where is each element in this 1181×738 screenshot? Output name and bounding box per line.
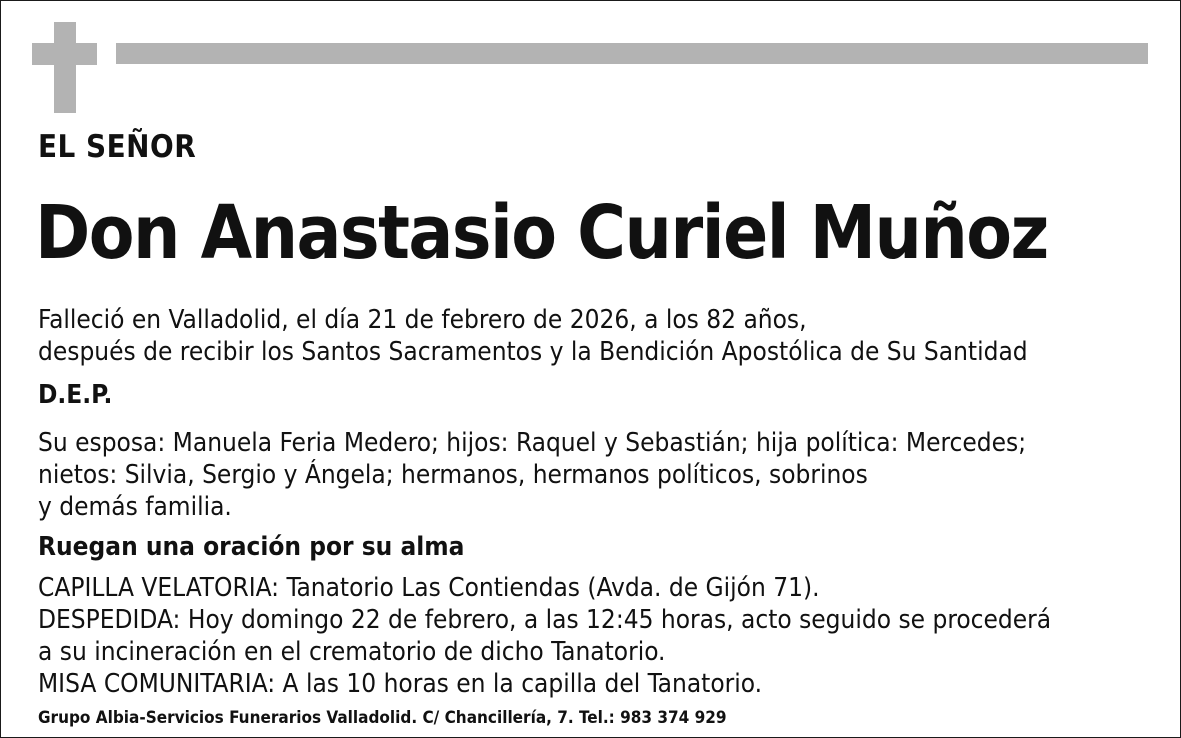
honorific: EL SEÑOR [38, 129, 197, 165]
family-line: y demás familia. [38, 492, 232, 522]
dep-label: D.E.P. [38, 380, 113, 410]
deceased-name: Don Anastasio Curiel Muñoz [35, 190, 1048, 276]
death-details [38, 304, 1028, 368]
service-details [38, 572, 1051, 700]
funeral-home-footer: Grupo Albia-Servicios Funerarios Valladolid. C/ Chancillería, 7. Tel.: 983 374 929 [38, 708, 727, 728]
death-line: después de recibir los Santos Sacramentos y la Bendición Apostólica de Su Santidad [38, 337, 1028, 367]
service-line: CAPILLA VELATORIA: Tanatorio Las Contiendas (Avda. de Gijón 71). [38, 573, 820, 603]
service-line: a su incineración en el crematorio de dicho Tanatorio. [38, 637, 666, 667]
family-line: nietos: Silvia, Sergio y Ángela; hermanos, hermanos políticos, sobrinos [38, 460, 868, 490]
death-line: Falleció en Valladolid, el día 21 de febrero de 2026, a los 82 años, [38, 305, 807, 335]
cross-vertical-arm [54, 22, 76, 113]
cross-horizontal-arm [32, 43, 97, 65]
family-line: Su esposa: Manuela Feria Medero; hijos: Raquel y Sebastián; hija política: Mercedes; [38, 428, 1027, 458]
header-divider-bar [116, 43, 1148, 64]
service-line: DESPEDIDA: Hoy domingo 22 de febrero, a las 12:45 horas, acto seguido se procederá [38, 605, 1052, 635]
prayer-request: Ruegan una oración por su alma [38, 532, 465, 562]
family-list [38, 427, 1026, 523]
service-line: MISA COMUNITARIA: A las 10 horas en la capilla del Tanatorio. [38, 669, 763, 699]
